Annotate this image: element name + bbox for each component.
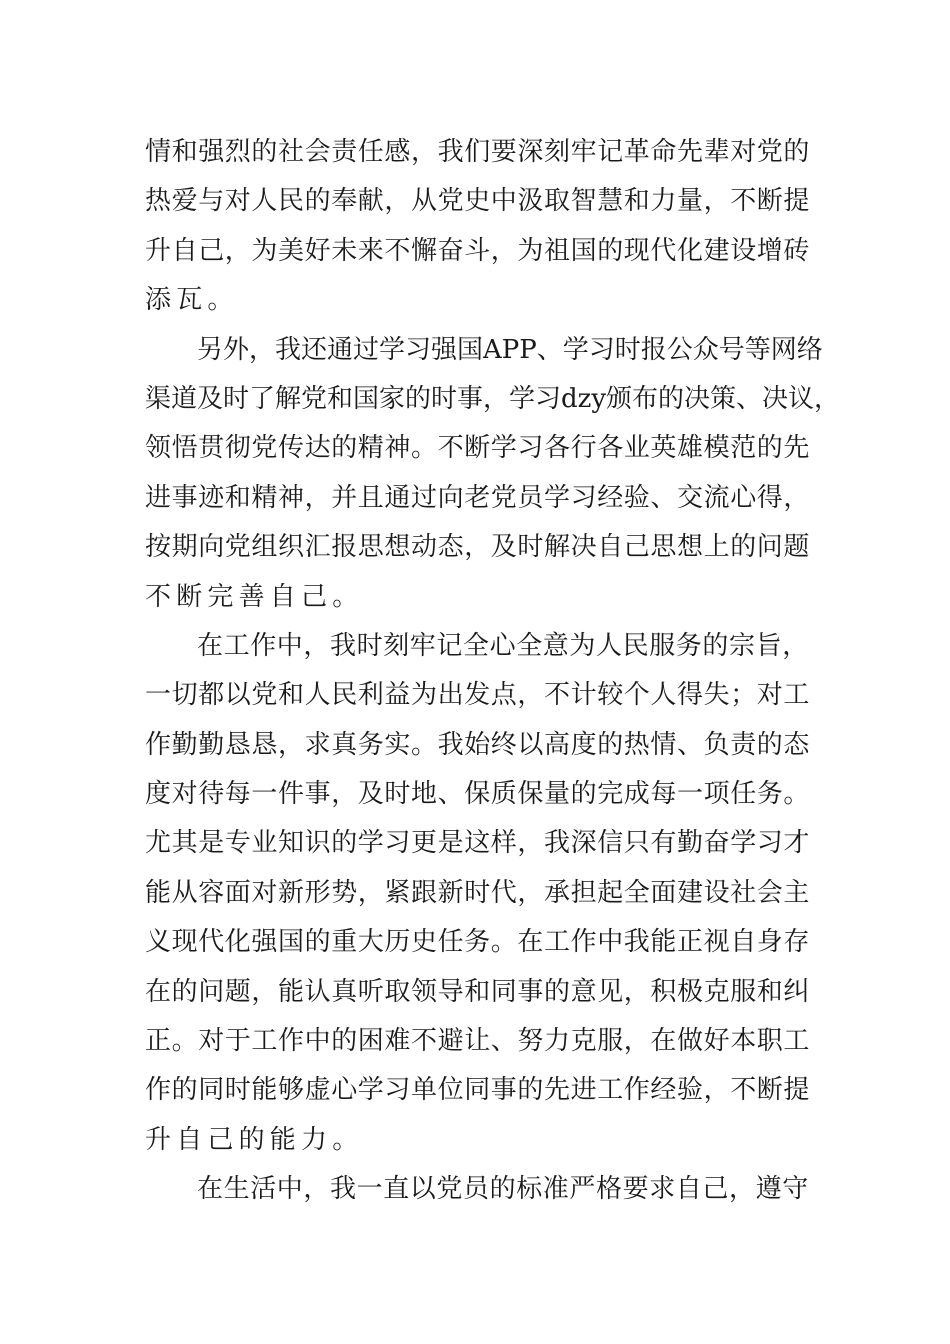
- text-line: 领悟贯彻党传达的精神。不断学习各行各业英雄模范的先: [145, 433, 811, 464]
- text-line: 作的同时能够虚心学习单位同事的先进工作经验，不断提: [145, 1075, 811, 1106]
- text-line: 按期向党组织汇报思想动态，及时解决自己思想上的问题: [145, 532, 811, 563]
- document-body: [145, 128, 841, 1215]
- text-line: 添瓦。: [145, 285, 239, 316]
- text-line: 能从容面对新形势，紧跟新时代，承担起全面建设社会主: [145, 877, 811, 908]
- text-line: 渠道及时了解党和国家的时事，学习dzy颁布的决策、决议，: [145, 383, 841, 414]
- paragraph-first-line: 在生活中，我一直以党员的标准严格要求自己，遵守: [197, 1174, 809, 1205]
- text-line: 升自己，为美好未来不懈奋斗，为祖国的现代化建设增砖: [145, 235, 811, 266]
- text-line: 一切都以党和人民利益为出发点，不计较个人得失；对工: [145, 680, 811, 711]
- text-line: 义现代化强国的重大历史任务。在工作中我能正视自身存: [145, 927, 811, 958]
- paragraph-first-line: 另外，我还通过学习强国APP、学习时报公众号等网络: [197, 334, 823, 365]
- text-line: 热爱与对人民的奉献，从党史中汲取智慧和力量，不断提: [145, 186, 811, 217]
- text-line: 度对待每一件事，及时地、保质保量的完成每一项任务。: [145, 779, 811, 810]
- text-line: 正。对于工作中的困难不避让、努力克服，在做好本职工: [145, 1026, 811, 1057]
- text-line: 尤其是专业知识的学习更是这样，我深信只有勤奋学习才: [145, 828, 811, 859]
- text-line: 在的问题，能认真听取领导和同事的意见，积极克服和纠: [145, 976, 811, 1007]
- paragraph-first-line: 在工作中，我时刻牢记全心全意为人民服务的宗旨，: [197, 630, 809, 661]
- text-line: 不断完善自己。: [145, 581, 364, 612]
- text-line: 升自己的能力。: [145, 1124, 364, 1155]
- text-line: 情和强烈的社会责任感，我们要深刻牢记革命先辈对党的: [145, 137, 811, 167]
- text-line: 作勤勤恳恳，求真务实。我始终以高度的热情、负责的态: [145, 729, 811, 760]
- text-line: 进事迹和精神，并且通过向老党员学习经验、交流心得，: [145, 482, 811, 513]
